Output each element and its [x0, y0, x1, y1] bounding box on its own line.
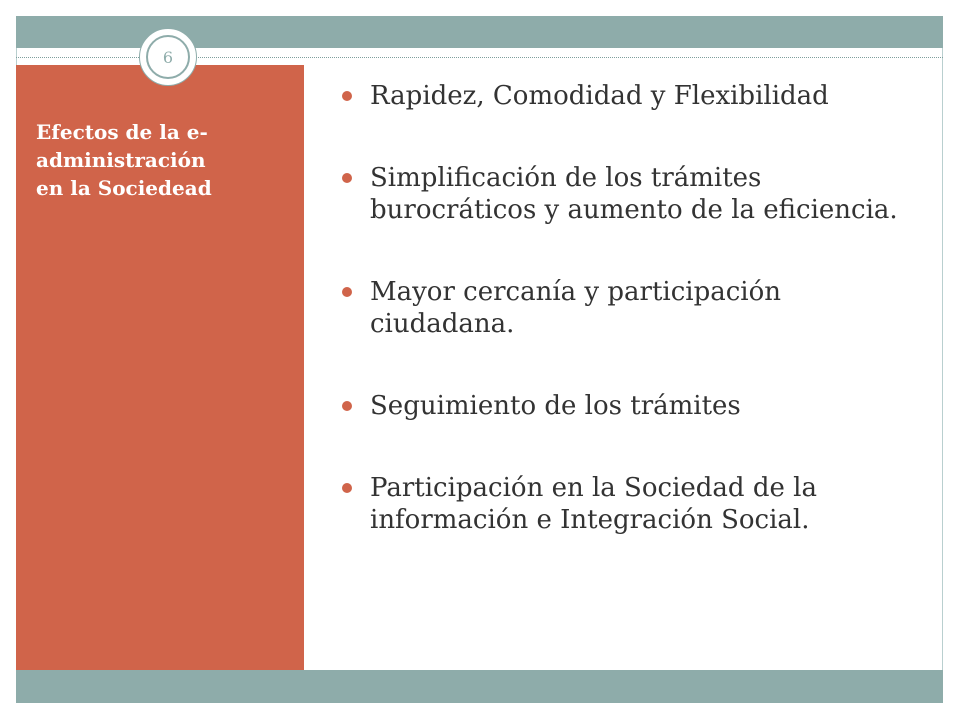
bullet-item [340, 472, 920, 536]
side-title: Efectos de la e- administración en la Sociedead [36, 120, 212, 200]
bottom-band [16, 670, 943, 703]
bullet-dot-icon [342, 483, 352, 493]
bullet-dot-icon [342, 91, 352, 101]
page-number-badge [139, 28, 197, 86]
bullet-dot-icon [342, 401, 352, 411]
bullet-item [340, 276, 920, 340]
bullet-text: Seguimiento de los trámites [370, 391, 741, 421]
bullet-text: Participación en la Sociedad de la información e Integración Social. [370, 473, 817, 535]
bullet-item [340, 80, 920, 112]
bullet-text: Mayor cercanía y participación ciudadana. [370, 277, 782, 339]
bullet-text: Simplificación de los trámites burocráticos y aumento de la eficiencia. [370, 163, 898, 225]
bullet-dot-icon [342, 173, 352, 183]
page-number: 6 [146, 35, 190, 79]
bullet-item [340, 390, 920, 422]
bullet-dot-icon [342, 287, 352, 297]
bullet-list [340, 80, 920, 536]
bullet-text: Rapidez, Comodidad y Flexibilidad [370, 81, 829, 111]
bullet-item [340, 162, 920, 226]
